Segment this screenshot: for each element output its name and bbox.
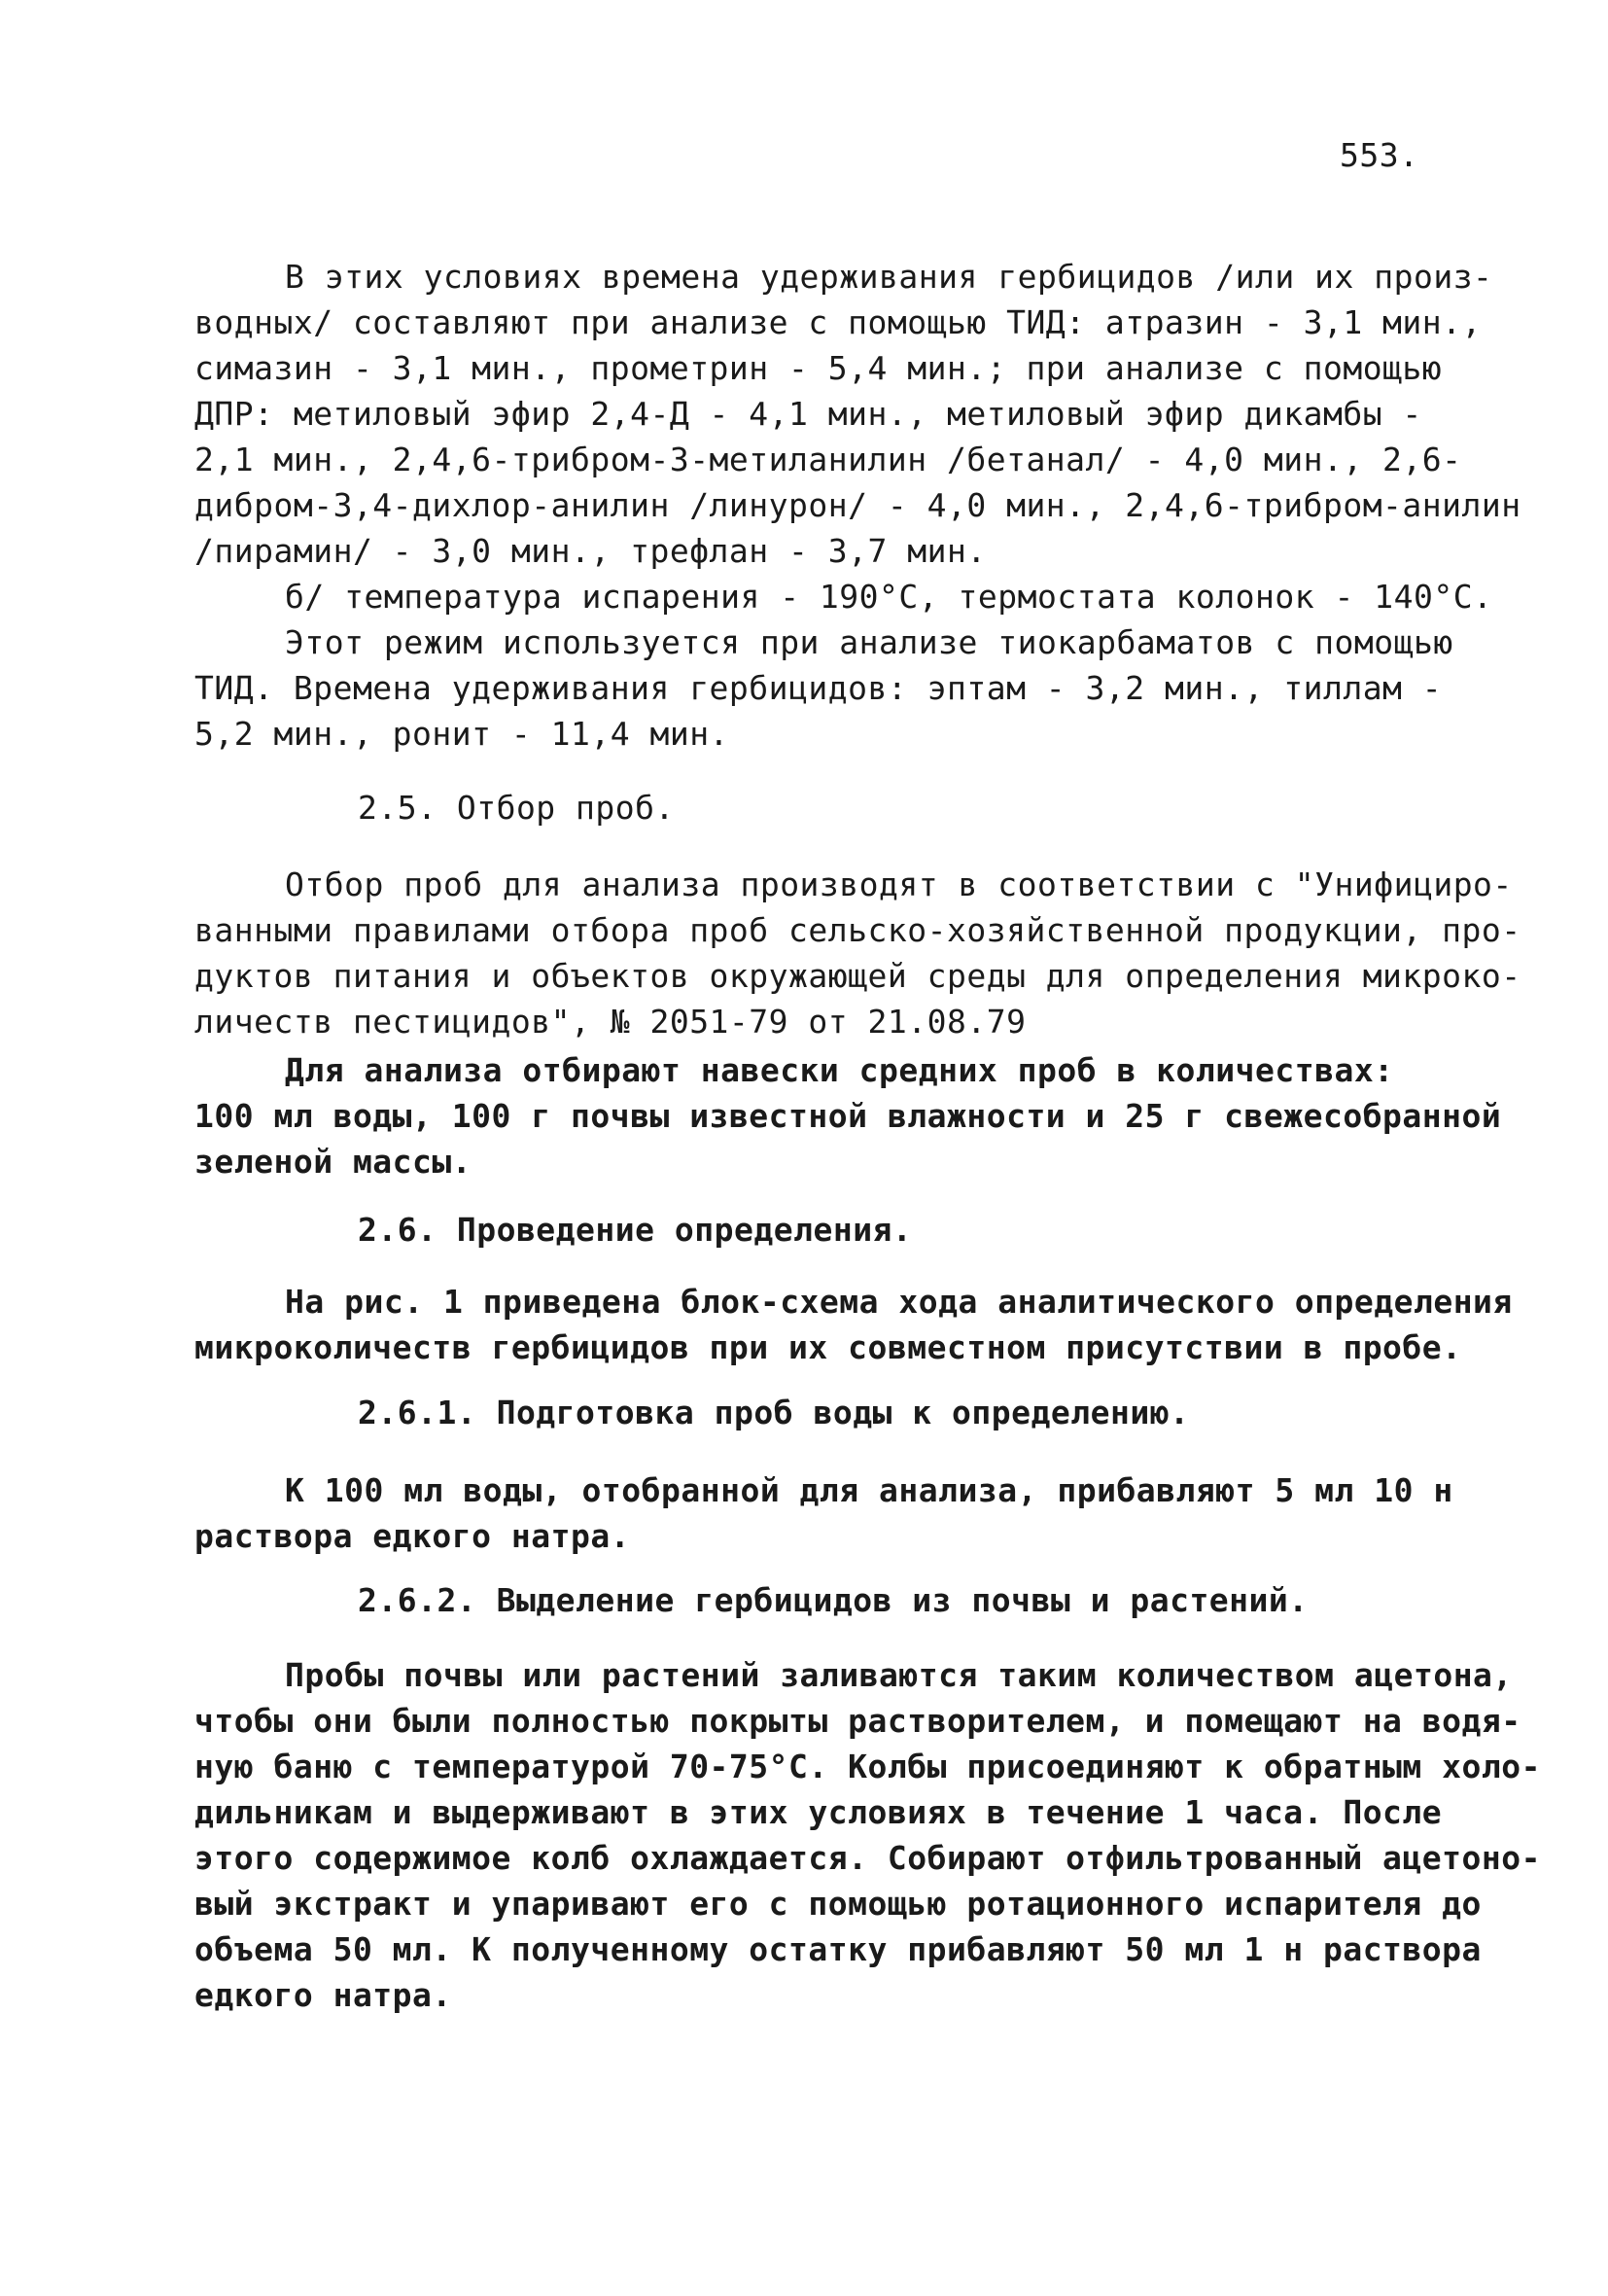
text-line: водных/ составляют при анализе с помощью ТИД: атразин - 3,1 мин., (194, 303, 1482, 341)
text-line: Для анализа отбирают навески средних проб в количествах: (285, 1051, 1394, 1089)
text-line: На рис. 1 приведена блок-схема хода аналитического определения (285, 1283, 1513, 1321)
text-line: этого содержимое колб охлаждается. Собирают отфильтрованный ацетоно- (194, 1839, 1542, 1877)
section-heading: 2.5. Отбор проб. (358, 789, 675, 827)
text-line: ТИД. Времена удерживания гербицидов: эптам - 3,2 мин., тиллам - (194, 669, 1443, 707)
section-heading: 2.6. Проведение определения. (358, 1211, 913, 1249)
text-line: 2,1 мин., 2,4,6-трибром-3-метиланилин /бетанал/ - 4,0 мин., 2,6- (194, 441, 1462, 478)
text-line: симазин - 3,1 мин., прометрин - 5,4 мин.; при анализе с помощью (194, 349, 1443, 387)
text-line: раствора едкого натра. (194, 1517, 631, 1555)
text-line: личеств пестицидов", № 2051-79 от 21.08.79 (194, 1003, 1027, 1041)
text-line: Отбор проб для анализа производят в соответствии с "Унифициро- (285, 865, 1513, 903)
text-line: 100 мл воды, 100 г почвы известной влажности и 25 г свежесобранной (194, 1097, 1502, 1135)
text-line: объема 50 мл. К полученному остатку прибавляют 50 мл 1 н раствора (194, 1930, 1482, 1968)
text-line: зеленой массы. (194, 1143, 472, 1181)
text-line: Пробы почвы или растений заливаются таким количеством ацетона, (285, 1656, 1513, 1694)
text-line: В этих условиях времена удерживания гербицидов /или их произ- (285, 258, 1493, 296)
text-line: дибром-3,4-дихлор-анилин /линурон/ - 4,0 мин., 2,4,6-трибром-анилин (194, 486, 1521, 524)
text-line: вый экстракт и упаривают его с помощью ротационного испарителя до (194, 1885, 1482, 1923)
text-line: дильникам и выдерживают в этих условиях в течение 1 часа. После (194, 1793, 1443, 1831)
text-line: чтобы они были полностью покрыты растворителем, и помещают на водя- (194, 1702, 1521, 1740)
text-line: 5,2 мин., ронит - 11,4 мин. (194, 715, 729, 753)
text-line: ванными правилами отбора проб сельско-хозяйственной продукции, про- (194, 911, 1521, 949)
section-heading: 2.6.2. Выделение гербицидов из почвы и растений. (358, 1581, 1309, 1619)
text-line: К 100 мл воды, отобранной для анализа, прибавляют 5 мл 10 н (285, 1471, 1453, 1509)
text-line: микроколичеств гербицидов при их совместном присутствии в пробе. (194, 1328, 1462, 1366)
text-line: Этот режим используется при анализе тиокарбаматов с помощью (285, 623, 1453, 661)
text-line: едкого натра. (194, 1976, 452, 2014)
text-line: ДПР: метиловый эфир 2,4-Д - 4,1 мин., метиловый эфир дикамбы - (194, 395, 1422, 433)
text-line: /пирамин/ - 3,0 мин., трефлан - 3,7 мин. (194, 532, 987, 570)
text-line: дуктов питания и объектов окружающей среды для определения микроко- (194, 957, 1521, 995)
page-number: 553. (1340, 136, 1419, 174)
text-line: ную баню с температурой 70-75°С. Колбы присоединяют к обратным холо- (194, 1748, 1542, 1785)
section-heading: 2.6.1. Подготовка проб воды к определению. (358, 1394, 1190, 1431)
text-line: б/ температура испарения - 190°С, термостата колонок - 140°С. (285, 578, 1493, 616)
